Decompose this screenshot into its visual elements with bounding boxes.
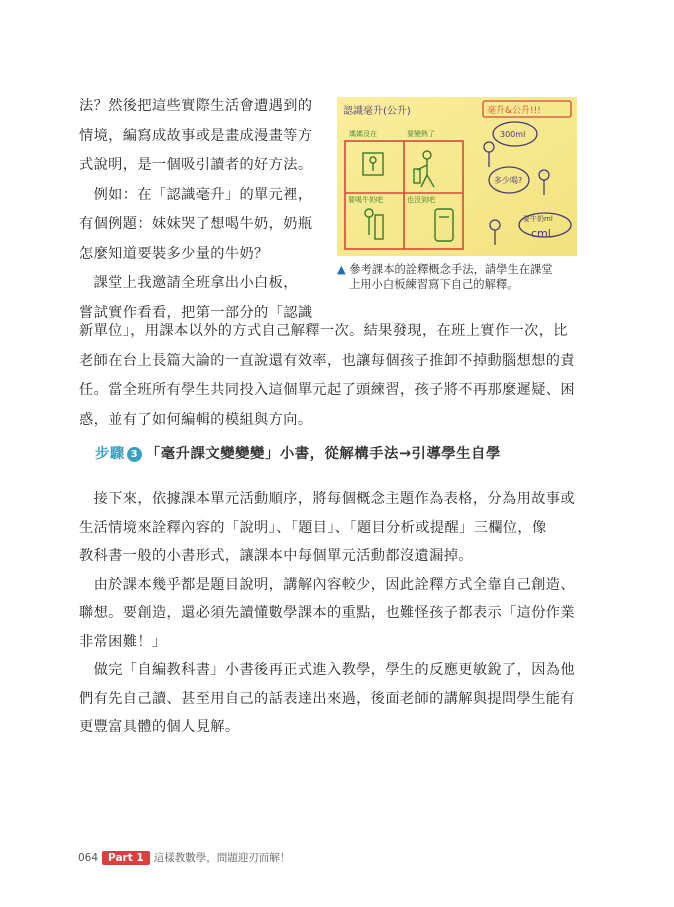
whiteboard-photo — [337, 97, 577, 256]
paragraph-left-column — [79, 94, 329, 330]
caption-line: 上用小白板練習寫下自己的解釋。 — [349, 278, 519, 291]
text-line: 式說明，是一個吸引讀者的好方法。 — [79, 157, 313, 173]
text-line: 做完「自編教科書」小書後再正式進入教學，學生的反應更敏銳了，因為他 — [79, 662, 575, 678]
step-label: 步驟 — [95, 446, 125, 462]
page-number: 064 — [78, 852, 99, 864]
panel2-label: 要變熱了 — [407, 130, 435, 138]
text-line: 接下來，依據課本單元活動順序，將每個概念主題作為表格，分為用故事或 — [79, 491, 575, 507]
heading-title: 「毫升課文變變變」小書，從解構手法→引導學生自學 — [145, 446, 501, 462]
paragraph-continuation — [79, 319, 619, 437]
caption-text: 參考課本的詮釋概念手法，請學生在課堂 — [349, 263, 553, 276]
chapter-title: 這樣教數學，問題迎刃而解！ — [153, 852, 291, 864]
text-line: 新單位」，用課本以外的方式自己解釋一次。結果發現，在班上實作一次，比 — [79, 323, 568, 339]
bubble3-text: 要牛奶ml — [523, 215, 553, 223]
step-number-badge: 3 — [127, 447, 142, 462]
panel1-label: 媽媽沒在 — [349, 130, 377, 138]
text-line: 聯想。要創造，還必須先讀懂數學課本的重點，也難怪孩子都表示「這份作業 — [79, 605, 575, 621]
panel3-label: 要喝牛奶吧 — [348, 196, 383, 204]
page-footer — [78, 851, 290, 865]
triangle-icon: ▲ — [337, 263, 346, 276]
text-line: 例如：在「認識毫升」的單元裡， — [79, 186, 313, 203]
text-line: 老師在台上長篇大論的一直說還有效率，也讓每個孩子推卸不掉動腦想想的責 — [79, 352, 575, 369]
text-line: 有個例題：妹妹哭了想喝牛奶，奶瓶 — [79, 216, 313, 232]
board-tag: 毫升&公升!!! — [487, 106, 541, 116]
text-line: 課堂上我邀請全班拿出小白板， — [79, 275, 298, 291]
text-line: 惑，並有了如何編輯的模組與方向。 — [79, 411, 313, 428]
text-line: 更豐富具體的個人見解。 — [79, 719, 240, 735]
caption-line — [337, 262, 587, 277]
bubble1-text: 300ml — [500, 130, 526, 139]
text-line: 嘗試實作看看，把第一部分的「認識 — [79, 304, 313, 321]
section-heading — [95, 442, 501, 463]
panel4-label: 也沒到吧 — [407, 196, 435, 204]
text-line: 教科書一般的小書形式，讓課本中每個單元活動都沒遺漏掉。 — [79, 548, 473, 564]
text-line: 情境，編寫成故事或是畫成漫畫等方 — [79, 127, 313, 144]
bubble2-text: 多少喝? — [494, 176, 523, 185]
text-line: 任。當全班所有學生共同投入這個單元起了頭練習，孩子將不再那麼遲疑、困 — [79, 382, 575, 398]
text-line: 法？然後把這些實際生活會遭遇到的 — [79, 98, 313, 114]
unit-text: cml — [531, 227, 551, 240]
part-badge: Part 1 — [102, 851, 150, 865]
text-line: 怎麼知道要裝多少量的牛奶？ — [79, 245, 269, 262]
text-line: 非常困難！」 — [79, 633, 167, 650]
paragraph-section2 — [79, 487, 619, 744]
figure-caption — [337, 262, 587, 292]
text-line: 們有先自己讀、甚至用自己的話表達出來過，後面老師的講解與提問學生能有 — [79, 690, 575, 707]
text-line: 生活情境來詮釋內容的「說明」、「題目」、「題目分析或提醒」三欄位，像 — [79, 519, 547, 536]
text-line: 由於課本幾乎都是題目說明，講解內容較少，因此詮釋方式全靠自己創造、 — [79, 576, 575, 593]
board-title: 認識毫升(公升) — [343, 106, 411, 117]
